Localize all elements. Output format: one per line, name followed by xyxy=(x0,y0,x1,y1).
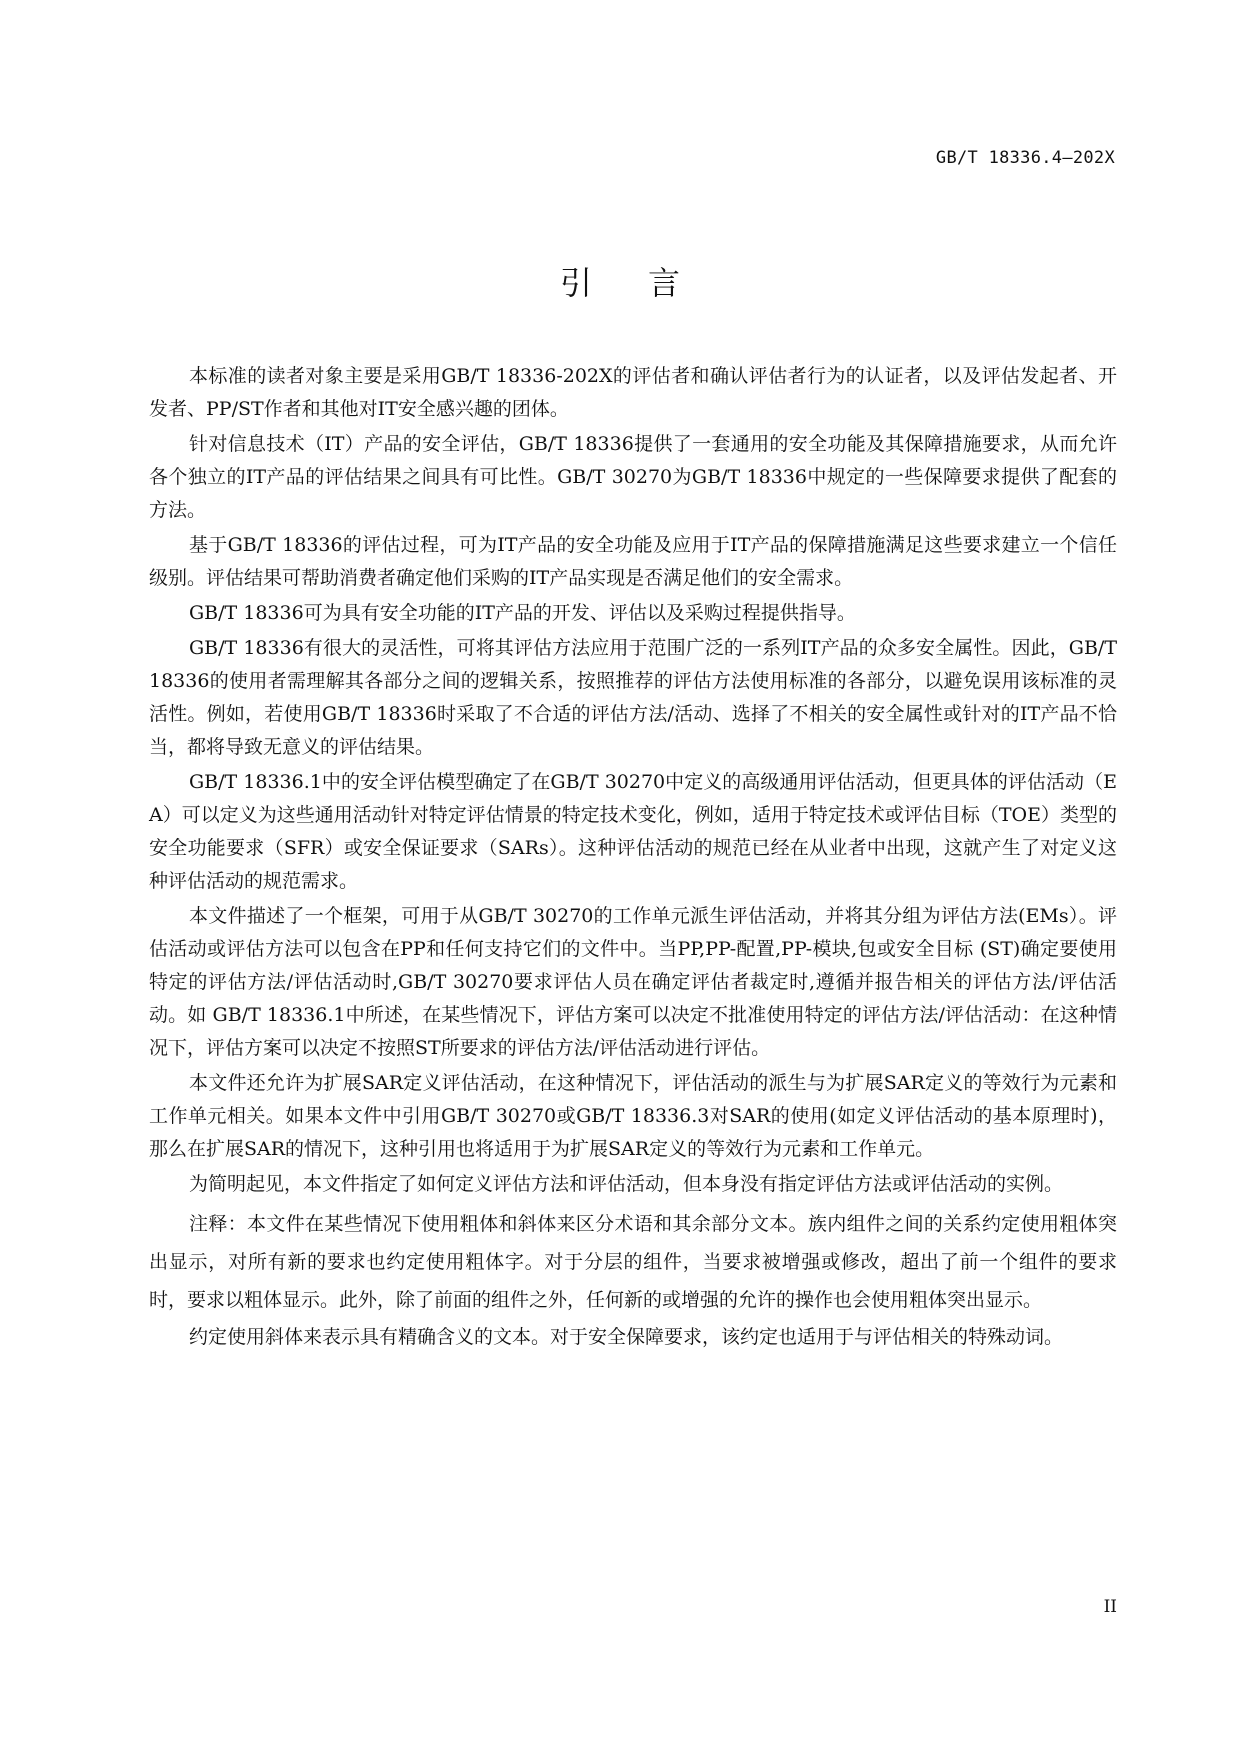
standard-code-header: GB/T 18336.4—202X xyxy=(935,148,1115,168)
paragraph-note-bold: 注释：本文件在某些情况下使用粗体和斜体来区分术语和其余部分文本。族内组件之间的关系约定使用粗体突出显示，对所有新的要求也约定使用粗体字。对于分层的组件，当要求被增强或修改，超出了前一个组件的要求时，要求以粗体显示。此外，除了前面的组件之外，任何新的或增强的允许的操作也会使用粗体突出显示。 xyxy=(149,1213,1117,1311)
paragraph-evaluation-model: GB/T 18336.1中的安全评估模型确定了在GB/T 30270中定义的高级通用评估活动，但更具体的评估活动（EA）可以定义为这些通用活动针对特定评估情景的特定技术变化，例如，适用于特定技术或评估目标（TOE）类型的安全功能要求（SFR）或安全保证要求（SARs）。这种评估活动的规范已经在从业者中出现，这就产生了对定义这种评估活动的规范需求。 xyxy=(149,771,1117,892)
paragraph-extended-sar: 本文件还允许为扩展SAR定义评估活动，在这种情况下，评估活动的派生与为扩展SAR定义的等效行为元素和工作单元相关。如果本文件中引用GB/T 30270或GB/T 18336.3对SAR的使用(如定义评估活动的基本原理时)，那么在扩展SAR的情况下，这种引用也将适用于为扩展SAR定义的等效行为元素和工作单元。 xyxy=(149,1072,1117,1160)
paragraph-audience: 本标准的读者对象主要是采用GB/T 18336-202X的评估者和确认评估者行为的认证者，以及评估发起者、开发者、PP/ST作者和其他对IT安全感兴趣的团体。 xyxy=(149,365,1117,420)
paragraph-trust-level: 基于GB/T 18336的评估过程，可为IT产品的安全功能及应用于IT产品的保障措施满足这些要求建立一个信任级别。评估结果可帮助消费者确定他们采购的IT产品实现是否满足他们的安全需求。 xyxy=(149,534,1117,589)
introduction-body xyxy=(149,360,1117,1356)
paragraph-guidance: GB/T 18336可为具有安全功能的IT产品的开发、评估以及采购过程提供指导。 xyxy=(189,602,856,624)
paragraph-it-security-evaluation: 针对信息技术（IT）产品的安全评估，GB/T 18336提供了一套通用的安全功能及其保障措施要求，从而允许各个独立的IT产品的评估结果之间具有可比性。GB/T 30270为GB/T 18336中规定的一些保障要求提供了配套的方法。 xyxy=(149,433,1117,521)
page-number: II xyxy=(1103,1597,1117,1617)
paragraph-flexibility: GB/T 18336有很大的灵活性，可将其评估方法应用于范围广泛的一系列IT产品的众多安全属性。因此，GB/T 18336的使用者需理解其各部分之间的逻辑关系，按照推荐的评估方法使用标准的各部分，以避免误用该标准的灵活性。例如，若使用GB/T 18336时采取了不合适的评估方法/活动、选择了不相关的安全属性或针对的IT产品不恰当，都将导致无意义的评估结果。 xyxy=(149,637,1117,758)
page-title: 引言 xyxy=(559,264,736,302)
paragraph-framework: 本文件描述了一个框架，可用于从GB/T 30270的工作单元派生评估活动，并将其分组为评估方法(EMs）。评估活动或评估方法可以包含在PP和任何支持它们的文件中。当PP,PP-配置,PP-模块,包或安全目标 (ST)确定要使用特定的评估方法/评估活动时,GB/T 30270要求评估人员在确定评估者裁定时,遵循并报告相关的评估方法/评估活动。如 GB/T 18336.1中所述，在某些情况下，评估方案可以决定不批准使用特定的评估方法/评估活动：在这种情况下，评估方案可以决定不按照ST所要求的评估方法/评估活动进行评估。 xyxy=(149,905,1117,1059)
paragraph-brevity: 为简明起见，本文件指定了如何定义评估方法和评估活动，但本身没有指定评估方法或评估活动的实例。 xyxy=(189,1173,1064,1195)
paragraph-note-italic: 约定使用斜体来表示具有精确含义的文本。对于安全保障要求，该约定也适用于与评估相关的特殊动词。 xyxy=(189,1326,1064,1348)
